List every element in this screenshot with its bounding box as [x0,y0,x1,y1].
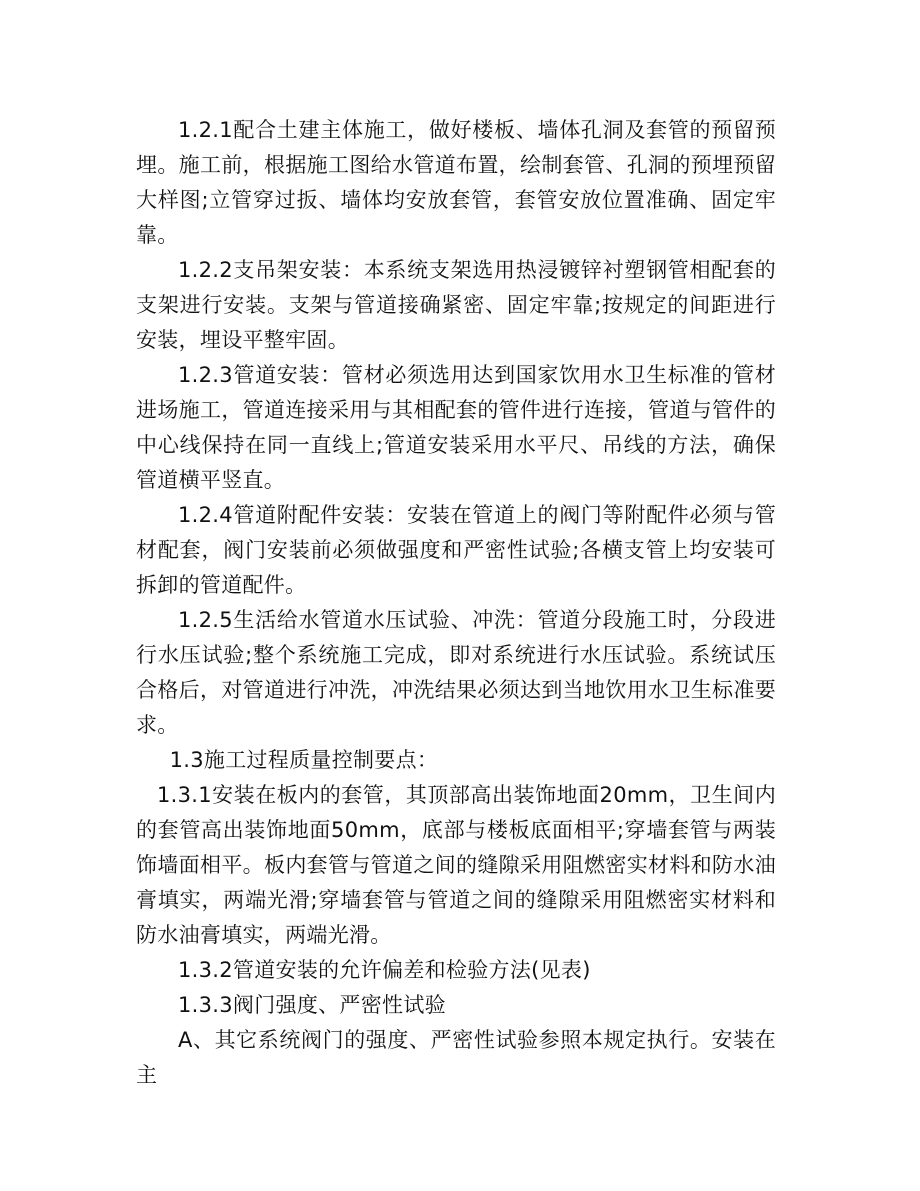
paragraph-1-2-3: 1.2.3管道安装：管材必须选用达到国家饮用水卫生标准的管材进场施工，管道连接采用与其相配套的管件进行连接，管道与管件的中心线保持在同一直线上;管道安装采用水平尺、吊线的方法，确保管道横平竖直。 [136,363,776,492]
paragraph-1-3-3: 1.3.3阀门强度、严密性试验 [178,993,446,1017]
paragraph-1-2-2: 1.2.2支吊架安装：本系统支架选用热浸镀锌衬塑钢管相配套的支架进行安装。支架与管道接确紧密、固定牢靠;按规定的间距进行安装，埋设平整牢固。 [136,258,776,352]
section-heading-1-3: 1.3施工过程质量控制要点： [169,748,439,772]
paragraph-1-3-1: 1.3.1安装在板内的套管，其顶部高出装饰地面20mm，卫生间内的套管高出装饰地面50mm，底部与楼板底面相平;穿墙套管与两装饰墙面相平。板内套管与管道之间的缝隙采用阻燃密实材料和防水油膏填实，两端光滑;穿墙套管与管道之间的缝隙采用阻燃密实材料和防水油膏填实，两端光滑。 [136,783,776,947]
paragraph-1-3-2: 1.3.2管道安装的允许偏差和检验方法(见表) [178,958,591,982]
document-body [136,113,776,1093]
paragraph-1-2-4: 1.2.4管道附配件安装：安装在管道上的阀门等附配件必须与管材配套，阀门安装前必须做强度和严密性试验;各横支管上均安装可拆卸的管道配件。 [136,503,776,597]
paragraph-a: A、其它系统阀门的强度、严密性试验参照本规定执行。安装在主 [136,1028,776,1087]
paragraph-1-2-1: 1.2.1配合土建主体施工，做好楼板、墙体孔洞及套管的预留预埋。施工前，根据施工图给水管道布置，绘制套管、孔洞的预埋预留大样图;立管穿过扳、墙体均安放套管，套管安放位置准确、固定牢靠。 [136,118,776,247]
paragraph-1-2-5: 1.2.5生活给水管道水压试验、冲洗：管道分段施工时，分段进行水压试验;整个系统施工完成，即对系统进行水压试验。系统试压合格后，对管道进行冲洗，冲洗结果必须达到当地饮用水卫生标准要求。 [136,608,776,737]
